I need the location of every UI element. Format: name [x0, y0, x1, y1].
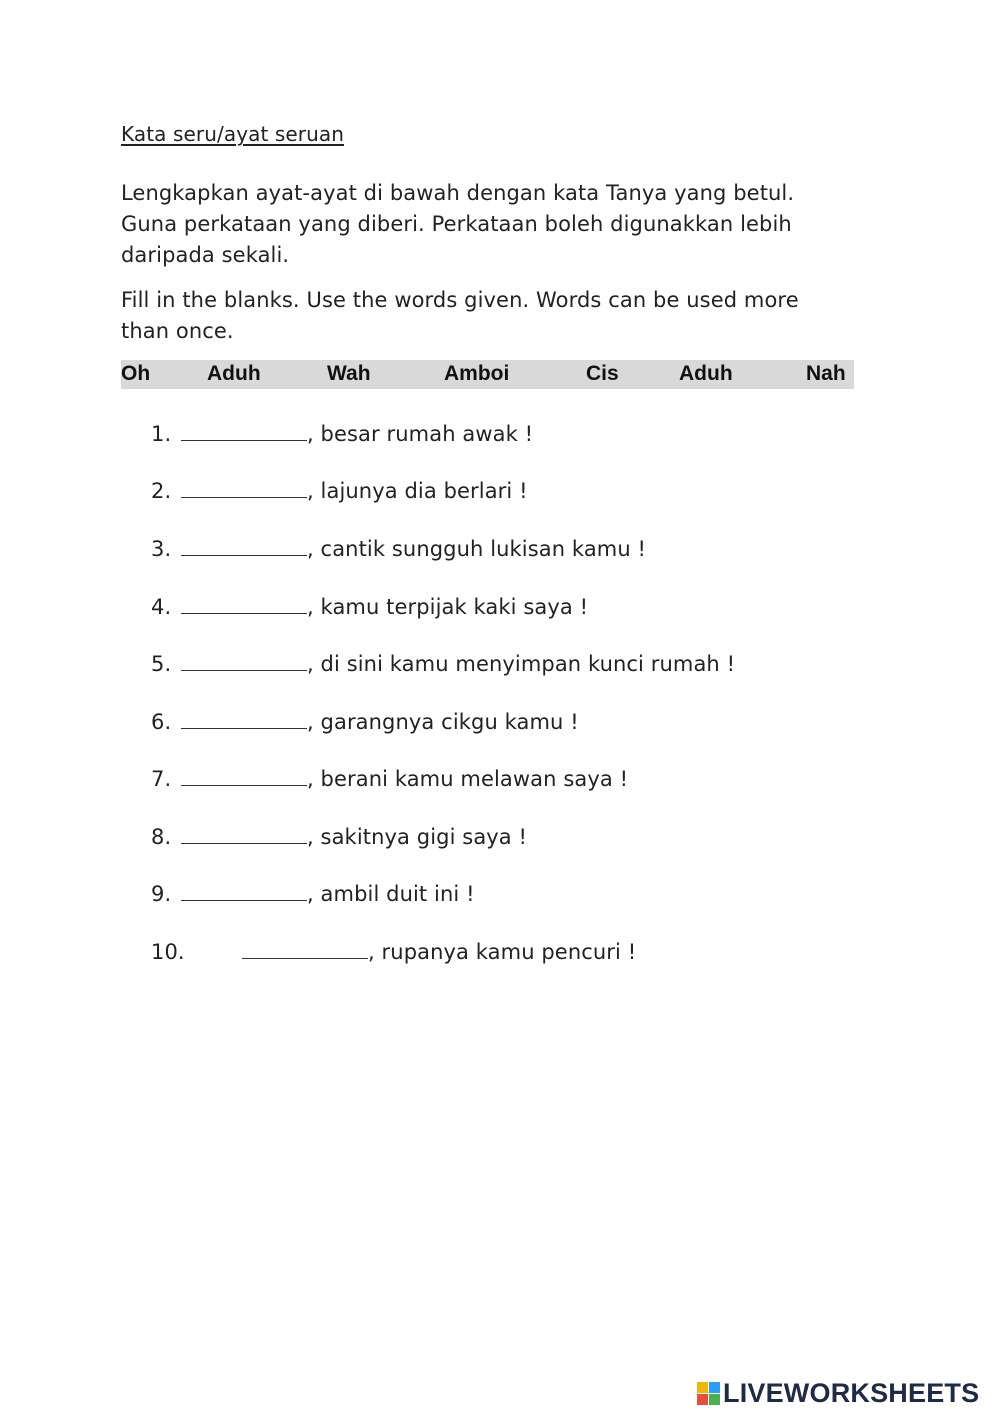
- question-item: [151, 419, 533, 449]
- answer-blank[interactable]: [181, 537, 307, 556]
- word-bank-item: Cis: [586, 362, 619, 385]
- question-item: [151, 592, 588, 622]
- word-bank-item: Aduh: [679, 362, 733, 385]
- answer-blank[interactable]: [242, 940, 368, 959]
- word-bank-item: Oh: [121, 362, 151, 385]
- question-number: 2.: [151, 479, 172, 503]
- answer-blank[interactable]: [181, 422, 307, 441]
- liveworksheets-logo: [697, 1378, 979, 1408]
- word-bank-item: Aduh: [207, 362, 261, 385]
- word-bank-item: Nah: [806, 362, 846, 385]
- question-number: 4.: [151, 595, 172, 619]
- question-item: [151, 879, 475, 909]
- question-text: , lajunya dia berlari !: [307, 479, 528, 503]
- question-number: 3.: [151, 537, 172, 561]
- instruction-line: daripada sekali.: [121, 243, 290, 267]
- question-item: [151, 476, 528, 506]
- question-number: 6.: [151, 710, 172, 734]
- instruction-line: Lengkapkan ayat-ayat di bawah dengan kata Tanya yang betul.: [121, 181, 795, 205]
- answer-blank[interactable]: [181, 479, 307, 498]
- question-text: , garangnya cikgu kamu !: [307, 710, 579, 734]
- logo-mark-icon: [697, 1382, 720, 1405]
- question-text: , berani kamu melawan saya !: [307, 767, 629, 791]
- question-number: 9.: [151, 882, 172, 906]
- answer-blank[interactable]: [181, 767, 307, 786]
- question-text: , sakitnya gigi saya !: [307, 825, 528, 849]
- question-item: [151, 937, 636, 967]
- question-text: , cantik sungguh lukisan kamu !: [307, 537, 647, 561]
- question-number: 8.: [151, 825, 172, 849]
- answer-blank[interactable]: [181, 595, 307, 614]
- question-text: , di sini kamu menyimpan kunci rumah !: [307, 652, 736, 676]
- instruction-line: than once.: [121, 319, 234, 343]
- word-bank: [121, 360, 854, 389]
- logo-text: LIVEWORKSHEETS: [723, 1377, 980, 1408]
- question-text: , besar rumah awak !: [307, 422, 534, 446]
- question-number: 7.: [151, 767, 172, 791]
- question-item: [151, 649, 735, 679]
- question-item: [151, 707, 579, 737]
- question-text: , rupanya kamu pencuri !: [368, 940, 637, 964]
- question-item: [151, 534, 646, 564]
- question-item: [151, 764, 628, 794]
- question-item: [151, 822, 527, 852]
- question-text: , kamu terpijak kaki saya !: [307, 595, 589, 619]
- word-bank-item: Wah: [327, 362, 371, 385]
- answer-blank[interactable]: [181, 825, 307, 844]
- instruction-line: Fill in the blanks. Use the words given. Words can be used more: [121, 288, 799, 312]
- question-number: 1.: [151, 422, 172, 446]
- answer-blank[interactable]: [181, 710, 307, 729]
- question-text: , ambil duit ini !: [307, 882, 475, 906]
- question-number: 10.: [151, 940, 185, 964]
- page-title: Kata seru/ayat seruan: [121, 122, 345, 146]
- instructions-english: [121, 285, 871, 347]
- answer-blank[interactable]: [181, 652, 307, 671]
- word-bank-item: Amboi: [444, 362, 510, 385]
- question-number: 5.: [151, 652, 172, 676]
- answer-blank[interactable]: [181, 882, 307, 901]
- instruction-line: Guna perkataan yang diberi. Perkataan boleh digunakkan lebih: [121, 212, 792, 236]
- instructions-malay: [121, 178, 891, 271]
